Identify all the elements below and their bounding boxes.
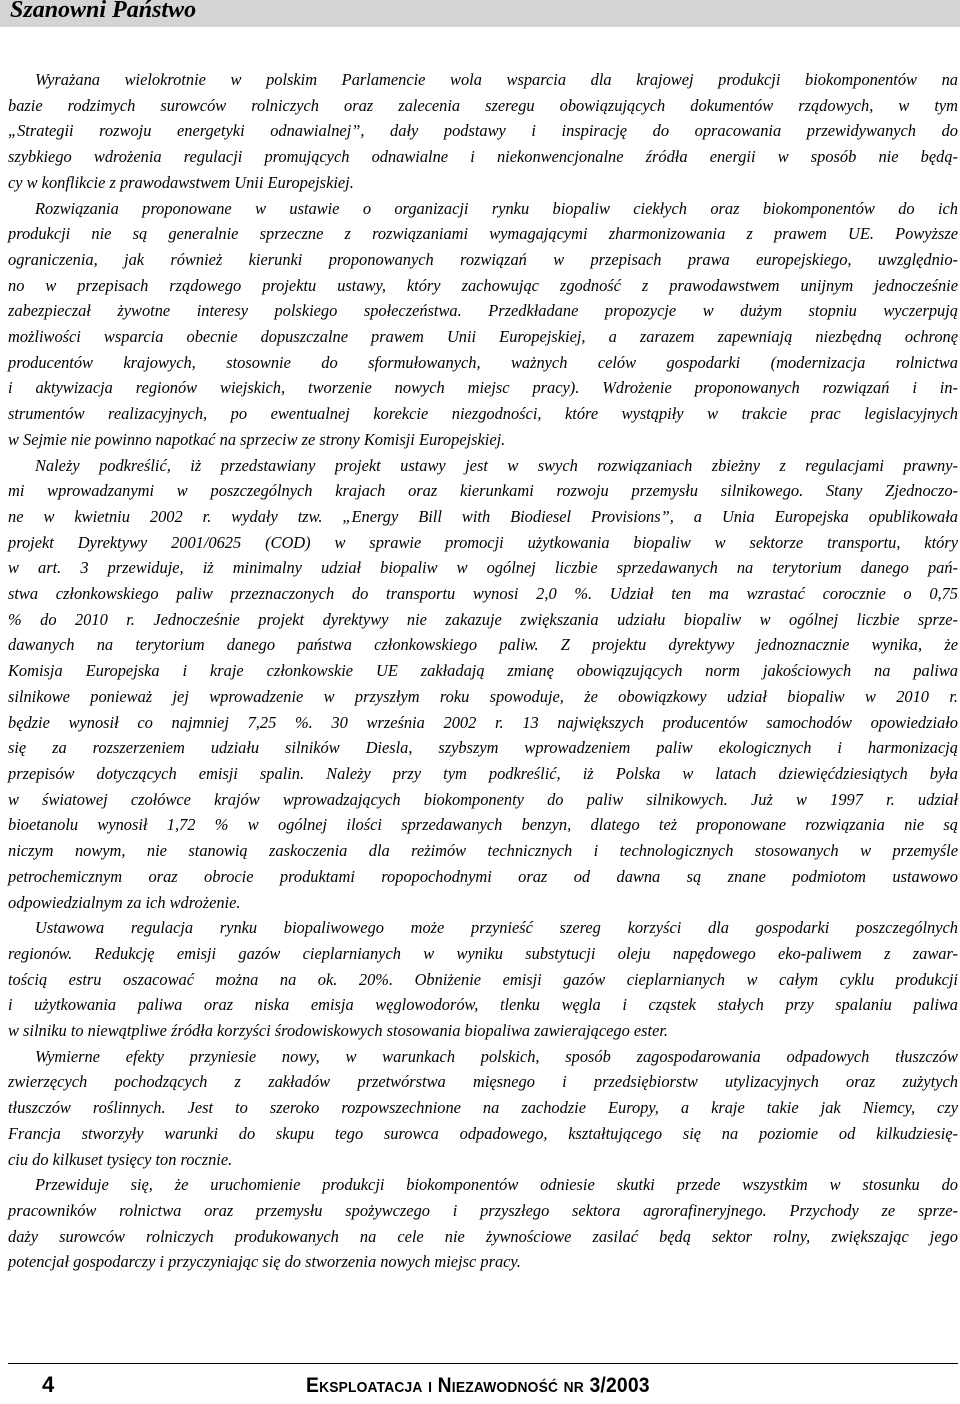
text-line: cy w konflikcie z prawodawstwem Unii Europejskiej.: [8, 172, 354, 192]
text-line: Rozwiązania proponowane w ustawie o organizacji rynku biopaliw ciekłych oraz biokomponentów do ich: [35, 198, 958, 218]
text-line: przepisów dotyczących emisji spalin. Należy przy tym podkreślić, iż Polska w latach dziewięćdziesiątych była: [8, 763, 958, 783]
text-line: się za rozszerzeniem udziału silników Diesla, szybszym wprowadzeniem paliw ekologicznych i harmonizacją: [8, 738, 958, 758]
paragraph: [8, 1172, 958, 1275]
paragraph: [8, 915, 958, 1044]
text-line: regionów. Redukcję emisji gazów cieplarnianych w wyniku substytucji oleju napędowego eko-paliwem z zawar-: [8, 943, 958, 963]
page-number: 4: [42, 1372, 55, 1397]
text-line: zabezpieczał żywotne interesy polskiego społeczeństwa. Przedkładane propozycje w dużym stopniu wyczerpują: [8, 301, 958, 321]
text-line: % do 2010 r. Jednocześnie projekt dyrektywy nie zakazuje zwiększania udziału biopaliw w ogólnej liczbie sprze-: [8, 609, 958, 629]
paragraph: [8, 196, 958, 453]
article-body: [8, 67, 958, 1275]
paragraph: [8, 1044, 958, 1173]
text-line: potencjał gospodarczy i przyczyniając się do stworzenia nowych miejsc pracy.: [8, 1252, 521, 1272]
text-line: będzie wynosił co najmniej 7,25 %. 30 września 2002 r. 13 największych producentów samochodów opowiedziało: [8, 712, 958, 732]
paragraph: [8, 453, 958, 916]
text-line: pracowników rolnictwa oraz przemysłu spożywczego i przyszłego sektora agrorafineryjnego. Przychody ze sprze-: [8, 1200, 958, 1220]
text-line: możliwości wsparcia obecnie dopuszczalne prawem Unii Europejskiej, a zarazem zapewniają niezbędną ochronę: [8, 327, 958, 347]
text-line: szybkiego wdrożenia regulacji promujących odnawialne i niekonwencjonalne źródła energii w sposób nie będą-: [8, 147, 958, 167]
text-line: zwierzęcych pochodzących z zakładów przetwórstwa mięsnego i przedsiębiorstw utylizacyjnych oraz zużytych: [8, 1072, 958, 1092]
text-line: Francja stworzyły warunki do skupu tego surowca odpadowego, kształtującego się na poziomie od kilkudziesię-: [8, 1123, 958, 1143]
text-line: Wymierne efekty przyniesie nowy, w warunkach polskich, sposób zagospodarowania odpadowych tłuszczów: [35, 1046, 958, 1066]
text-line: daży surowców rolniczych produkowanych na cele nie żywnościowe zasilać będą sektor rolny, zwiększając jego: [8, 1226, 958, 1246]
text-line: stwa członkowskiego paliw przeznaczonych do transportu wynosi 2,0 %. Udział ten ma wzrastać corocznie o 0,75: [8, 584, 958, 604]
journal-name: Eksploatacja i Niezawodność nr 3/2003: [306, 1374, 650, 1397]
text-line: Przewiduje się, że uruchomienie produkcji biokomponentów odniesie skutki przede wszystkim w stosunku do: [35, 1175, 958, 1195]
text-line: projekt Dyrektywy 2001/0625 (COD) w sprawie promocji użytkowania biopaliw w sektorze transportu, który: [8, 532, 958, 552]
text-line: no w przepisach rządowego projektu ustawy, który zachowując zgodność z prawodawstwem unijnym jednocześnie: [8, 275, 958, 295]
text-line: Ustawowa regulacja rynku biopaliwowego może przynieść szereg korzyści dla gospodarki poszczególnych: [35, 918, 958, 938]
text-line: petrochemicznym oraz obrocie produktami ropopochodnymi oraz od dawna są znane podmiotom ustawowo: [8, 866, 958, 886]
title-bar: [0, 0, 960, 27]
text-line: silnikowe ponieważ jej wprowadzenie w przyszłym roku spowoduje, że obowiązkowy udział biopaliw w 2010 r.: [8, 686, 958, 706]
text-line: odpowiedzialnym za ich wdrożenie.: [8, 892, 241, 912]
text-line: dawanych na terytorium danego państwa członkowskiego paliw. Z projektu dyrektywy jednoznacznie wynika, że: [8, 635, 958, 655]
text-line: w art. 3 przewiduje, iż minimalny udział biopaliw w ogólnej liczbie sprzedawanych na terytorium danego pań-: [8, 558, 958, 578]
text-line: Należy podkreślić, iż przedstawiany projekt ustawy jest w swych rozwiązaniach zbieżny z regulacjami prawny-: [35, 455, 958, 475]
text-line: w silniku to niewątpliwe źródła korzyści środowiskowych stosowania biopaliwa zawierającego ester.: [8, 1021, 669, 1041]
text-line: tłuszczów roślinnych. Jest to szeroko rozpowszechnione na zachodzie Europy, a kraje takie jak Niemcy, czy: [8, 1098, 958, 1118]
text-line: i użytkowania paliwa oraz niska emisja węglowodorów, tlenku węgla i cząstek stałych przy spalaniu paliwa: [8, 995, 958, 1015]
page-title: Szanowni Państwo: [10, 0, 197, 23]
text-line: Komisja Europejska i kraje członkowskie UE zakładają zmianę obowiązujących norm jakościowych na paliwa: [8, 661, 958, 681]
paragraph: [8, 67, 958, 196]
text-line: w światowej czołówce krajów wprowadzających biokomponenty do paliw silnikowych. Już w 1997 r. udział: [8, 789, 958, 809]
text-line: ograniczenia, jak również kierunki proponowanych rozwiązań w przepisach prawa europejskiego, uwzględnio-: [8, 249, 958, 269]
text-line: strumentów realizacyjnych, po ewentualnej korekcie niezgodności, które wystąpiły w trakcie prac legislacyjnych: [8, 404, 958, 424]
text-line: produkcji nie są generalnie sprzeczne z rozwiązaniami wymagającymi zharmonizowania z prawem UE. Powyższe: [8, 224, 958, 244]
text-line: w Sejmie nie powinno napotkać na sprzeciw ze strony Komisji Europejskiej.: [8, 429, 506, 449]
text-line: bioetanolu wynosił 1,72 % w ogólnej ilości sprzedawanych benzyn, dlatego też proponowane rozwiązania nie są: [8, 815, 958, 835]
text-line: mi wprowadzanymi w poszczególnych krajach oraz kierunkami rozwoju przemysłu silnikowego. Stany Zjednoczo-: [8, 481, 958, 501]
text-line: i aktywizacja regionów wiejskich, tworzenie nowych miejsc pracy). Wdrożenie proponowanych rozwiązań i in-: [8, 378, 958, 398]
text-line: ne w kwietniu 2002 r. wydały tzw. „Energy Bill with Biodiesel Provisions”, a Unia Europejska opublikowała: [8, 506, 958, 526]
text-line: ciu do kilkuset tysięcy ton rocznie.: [8, 1149, 233, 1169]
text-line: Wyrażana wielokrotnie w polskim Parlamencie wola wsparcia dla krajowej produkcji biokomponentów na: [35, 70, 958, 89]
text-line: producentów krajowych, stosownie do sformułowanych, ważnych celów gospodarki (modernizacja rolnictwa: [8, 352, 958, 372]
text-line: bazie rodzimych surowców rolniczych oraz zalecenia szeregu obowiązujących dokumentów rządowych, w tym: [8, 95, 958, 115]
text-line: tością estru oszacować można na ok. 20%. Obniżenie emisji gazów cieplarnianych w całym cyklu produkcji: [8, 969, 958, 989]
text-line: niczym nowym, nie stanowią zaskoczenia dla reżimów technicznych i technologicznych stosowanych w przemyśle: [8, 841, 958, 861]
text-line: „Strategii rozwoju energetyki odnawialnej”, dały podstawy i inspirację do opracowania przewidywanych do: [8, 121, 958, 141]
footer-divider: [8, 1363, 958, 1364]
